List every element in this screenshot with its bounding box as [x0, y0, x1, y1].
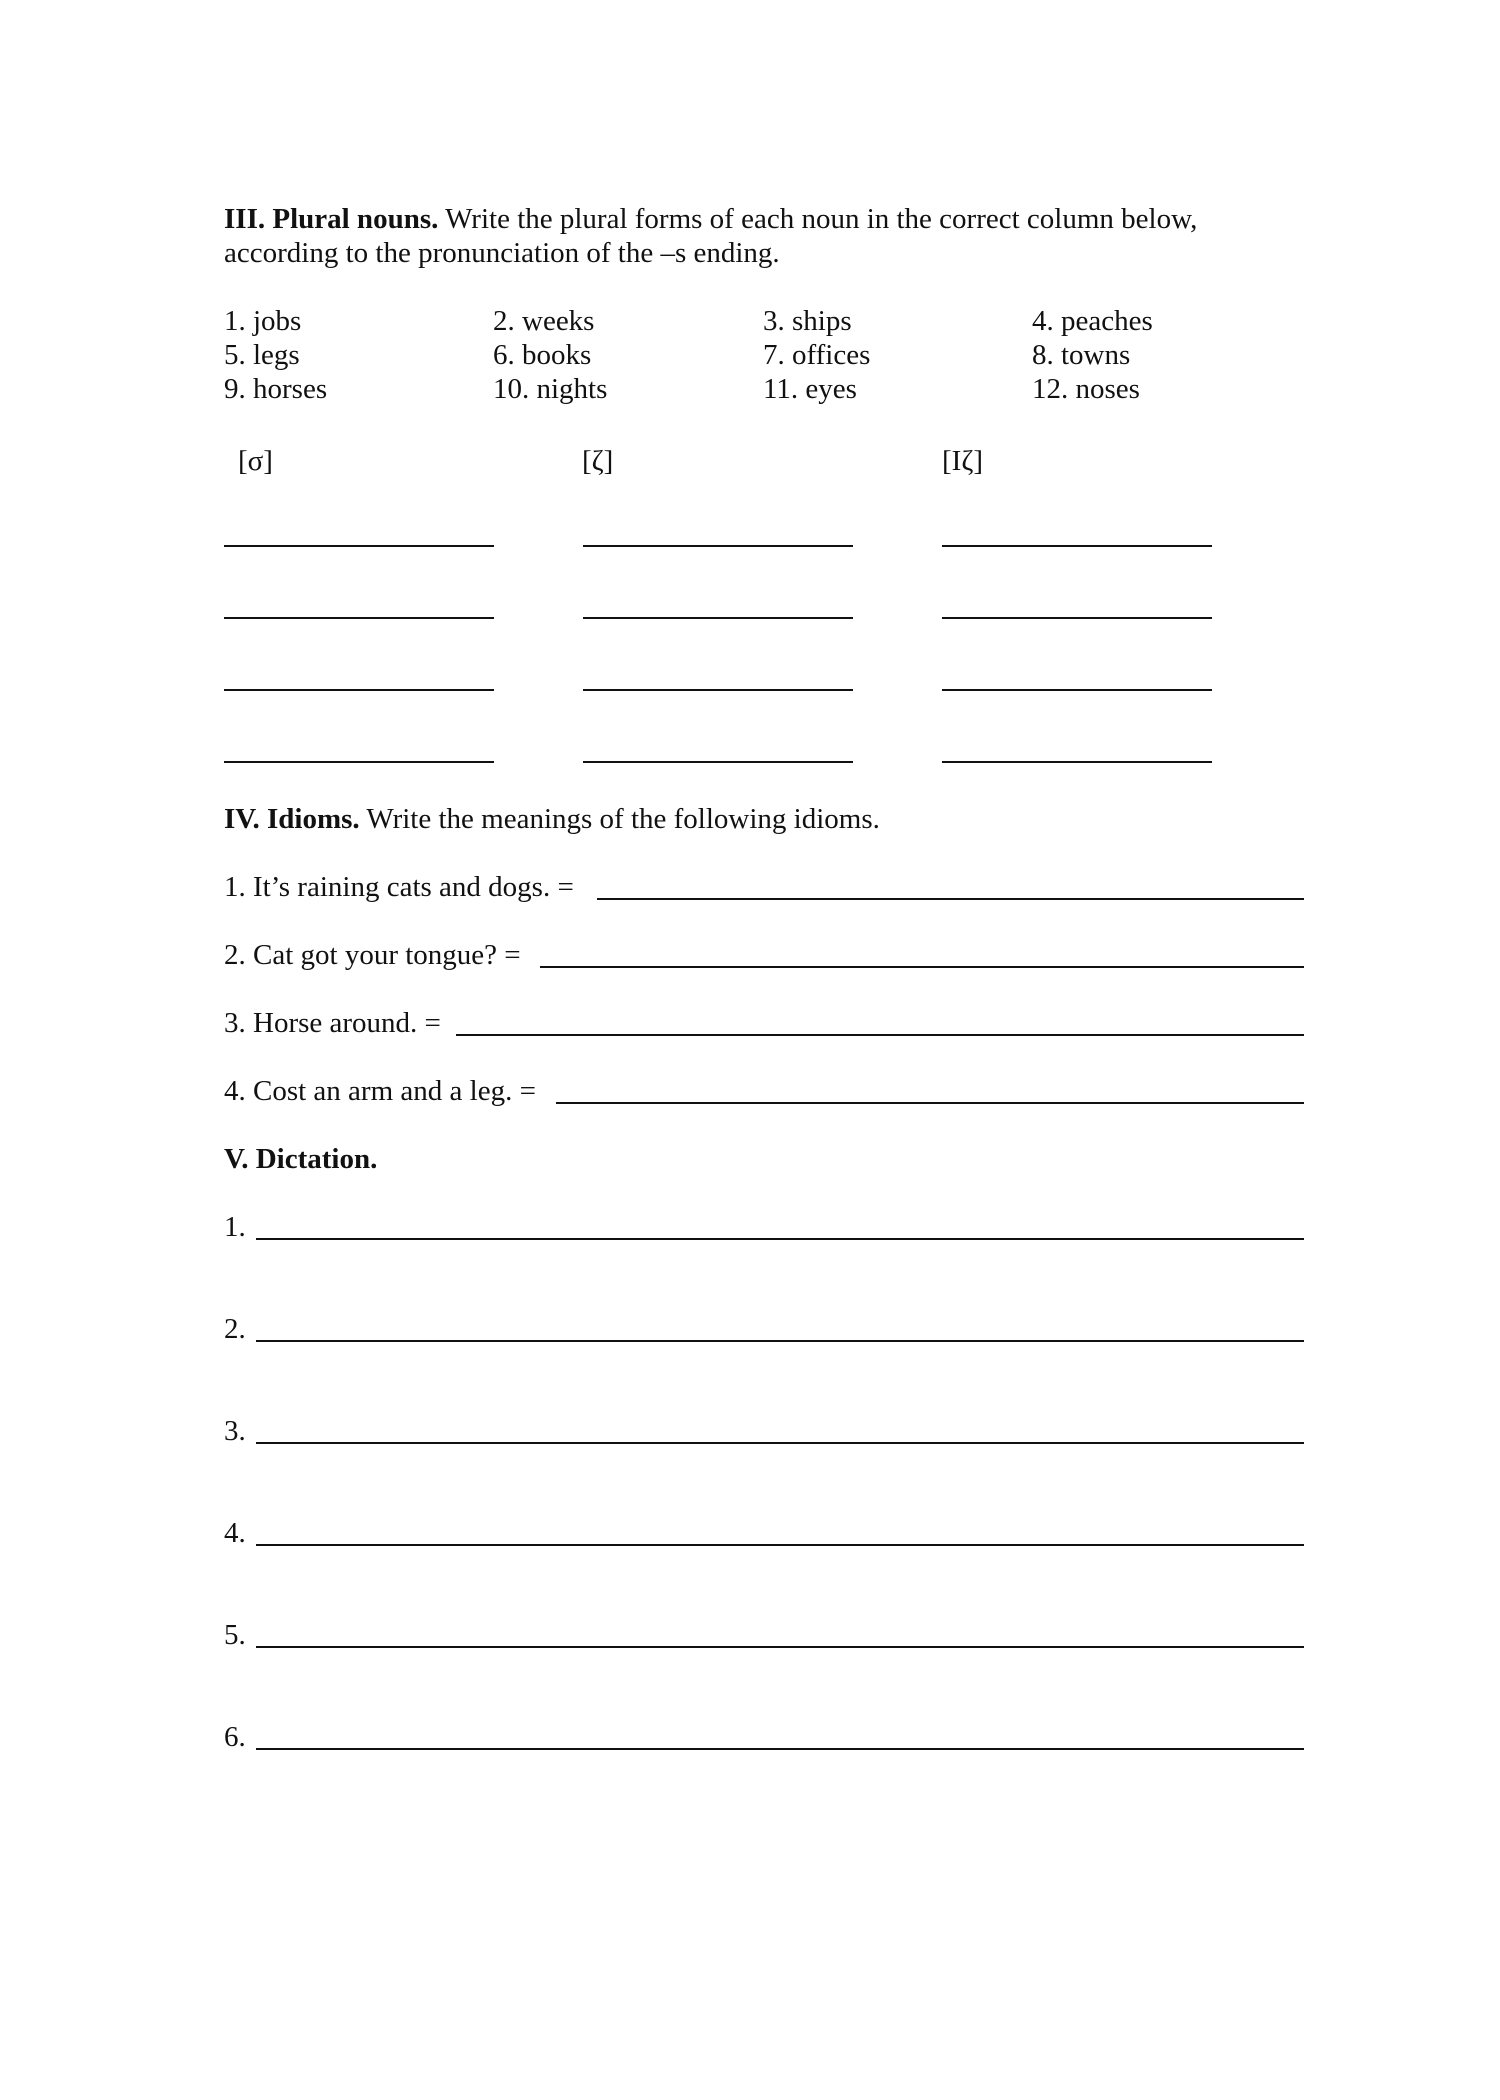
dictation-number: 4.: [224, 1517, 246, 1549]
dictation-blank[interactable]: [256, 1544, 1304, 1546]
idiom-item: 1. It’s raining cats and dogs. =: [224, 871, 574, 903]
dictation-blank[interactable]: [256, 1748, 1304, 1750]
noun-item: 8. towns: [1032, 339, 1131, 371]
answer-blank[interactable]: [942, 617, 1212, 619]
dictation-number: 1.: [224, 1211, 246, 1243]
noun-item: 10. nights: [493, 373, 608, 405]
dictation-blank[interactable]: [256, 1340, 1304, 1342]
answer-blank[interactable]: [942, 545, 1212, 547]
dictation-blank[interactable]: [256, 1646, 1304, 1648]
idiom-answer-blank[interactable]: [456, 1034, 1304, 1036]
noun-item: 1. jobs: [224, 305, 302, 337]
idiom-answer-blank[interactable]: [556, 1102, 1304, 1104]
noun-item: 12. noses: [1032, 373, 1140, 405]
section4-instruction-line: [224, 805, 880, 834]
noun-item: 2. weeks: [493, 305, 595, 337]
answer-blank[interactable]: [583, 689, 853, 691]
noun-item: 6. books: [493, 339, 592, 371]
section3-heading: III. Plural nouns.: [224, 203, 439, 235]
answer-blank[interactable]: [224, 617, 494, 619]
noun-item: 11. eyes: [763, 373, 857, 405]
noun-item: 5. legs: [224, 339, 300, 371]
idiom-answer-blank[interactable]: [540, 966, 1304, 968]
section5-heading: V. Dictation.: [224, 1143, 378, 1175]
column-header-iz: [Iζ]: [942, 445, 983, 477]
dictation-number: 6.: [224, 1721, 246, 1753]
answer-blank[interactable]: [942, 689, 1212, 691]
section4-heading: IV. Idioms.: [224, 803, 360, 835]
section3-instruction-line1: [224, 205, 1197, 234]
answer-blank[interactable]: [583, 545, 853, 547]
noun-item: 7. offices: [763, 339, 871, 371]
section4-instruction: Write the meanings of the following idioms.: [359, 803, 880, 835]
dictation-number: 3.: [224, 1415, 246, 1447]
column-header-s: [σ]: [238, 445, 273, 477]
answer-blank[interactable]: [224, 545, 494, 547]
answer-blank[interactable]: [583, 761, 853, 763]
section3-instruction: Write the plural forms of each noun in the correct column below,: [438, 203, 1198, 235]
answer-blank[interactable]: [224, 761, 494, 763]
idiom-item: 2. Cat got your tongue? =: [224, 939, 521, 971]
idiom-item: 4. Cost an arm and a leg. =: [224, 1075, 536, 1107]
answer-blank[interactable]: [224, 689, 494, 691]
dictation-blank[interactable]: [256, 1442, 1304, 1444]
idiom-item: 3. Horse around. =: [224, 1007, 441, 1039]
idiom-answer-blank[interactable]: [597, 898, 1304, 900]
section3-instruction-line2: according to the pronunciation of the –s ending.: [224, 237, 780, 269]
dictation-blank[interactable]: [256, 1238, 1304, 1240]
dictation-number: 2.: [224, 1313, 246, 1345]
noun-item: 4. peaches: [1032, 305, 1153, 337]
column-header-z: [ζ]: [582, 445, 614, 477]
noun-item: 9. horses: [224, 373, 328, 405]
answer-blank[interactable]: [583, 617, 853, 619]
dictation-number: 5.: [224, 1619, 246, 1651]
answer-blank[interactable]: [942, 761, 1212, 763]
noun-item: 3. ships: [763, 305, 852, 337]
